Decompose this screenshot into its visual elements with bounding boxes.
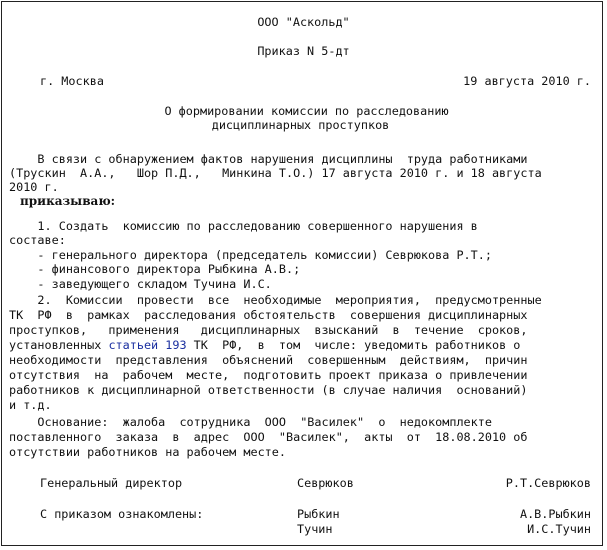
acknowledgement-label: С приказом ознакомлены: — [40, 507, 204, 521]
body-line-15: поставленного заказа в адрес ООО "Василек", акты от 18.08.2010 об — [9, 430, 528, 444]
ack-name-2: И.С.Тучин — [527, 522, 591, 536]
body-line-6: 2. Комиссии провести все необходимые мероприятия, предусмотренные — [9, 293, 542, 307]
body-line-5: - заведующего складом Тучина И.С. — [9, 277, 272, 291]
body-line-13: и т.д. — [9, 398, 52, 412]
body-line-3: - генерального директора (председатель комиссии) Севрюкова Р.Т.; — [9, 248, 492, 262]
order-word: приказываю: — [20, 194, 116, 208]
director-signature: Севрюков — [297, 476, 354, 490]
preamble-line-1: В связи с обнаружением фактов нарушения дисциплины труда работниками — [9, 152, 528, 166]
director-name: Р.Т.Севрюков — [505, 476, 591, 490]
body-line-9-post: ТК РФ, в том числе: уведомить работников о — [186, 338, 521, 352]
ack-signature-2: Тучин — [297, 522, 333, 536]
body-line-10: необходимости представления объяснений совершенным действиям, причин — [9, 353, 528, 367]
article-193-link[interactable]: статьей 193 — [108, 338, 187, 352]
order-date: 19 августа 2010 г. — [463, 74, 591, 88]
order-title: Приказ N 5-дт — [257, 44, 350, 58]
signature-position: Генеральный директор — [40, 476, 183, 490]
body-line-8: проступков, применения дисциплинарных взысканий в течение сроков, — [9, 323, 528, 337]
subject-line-2: дисциплинарных проступков — [211, 118, 390, 132]
company-name: ООО "Аскольд" — [257, 15, 350, 29]
subject-line-1: О формировании комиссии по расследованию — [164, 104, 449, 118]
body-line-1: 1. Создать комиссию по расследованию совершенного нарушения в — [9, 219, 478, 233]
ack-name-1: А.В.Рыбкин — [519, 507, 591, 521]
body-line-9-pre: установленных — [9, 338, 109, 352]
body-line-14: Основание: жалоба сотрудника ООО "Василек" о недокомплекте — [9, 415, 492, 429]
body-line-7: ТК РФ в рамках расследования обстоятельств совершения дисциплинарных — [9, 308, 528, 322]
preamble-line-2: (Трускин А.А., Шор П.Д., Минкина Т.О.) 17 августа 2010 г. и 18 августа — [9, 166, 542, 180]
body-line-9 — [9, 338, 520, 352]
body-line-16: отсутствии работников на рабочем месте. — [9, 445, 286, 459]
preamble-line-3: 2010 г. — [9, 180, 59, 194]
body-line-4: - финансового директора Рыбкина А.В.; — [9, 262, 301, 276]
body-line-2: составе: — [9, 233, 66, 247]
city: г. Москва — [40, 74, 104, 88]
body-line-12: работников к дисциплинарной ответственности (в случае наличия оснований) — [9, 383, 528, 397]
body-line-11: отсутствия на рабочем месте, подготовить проект приказа о привлечении — [9, 368, 528, 382]
city-date-row — [40, 74, 591, 88]
ack-signature-1: Рыбкин — [297, 507, 340, 521]
